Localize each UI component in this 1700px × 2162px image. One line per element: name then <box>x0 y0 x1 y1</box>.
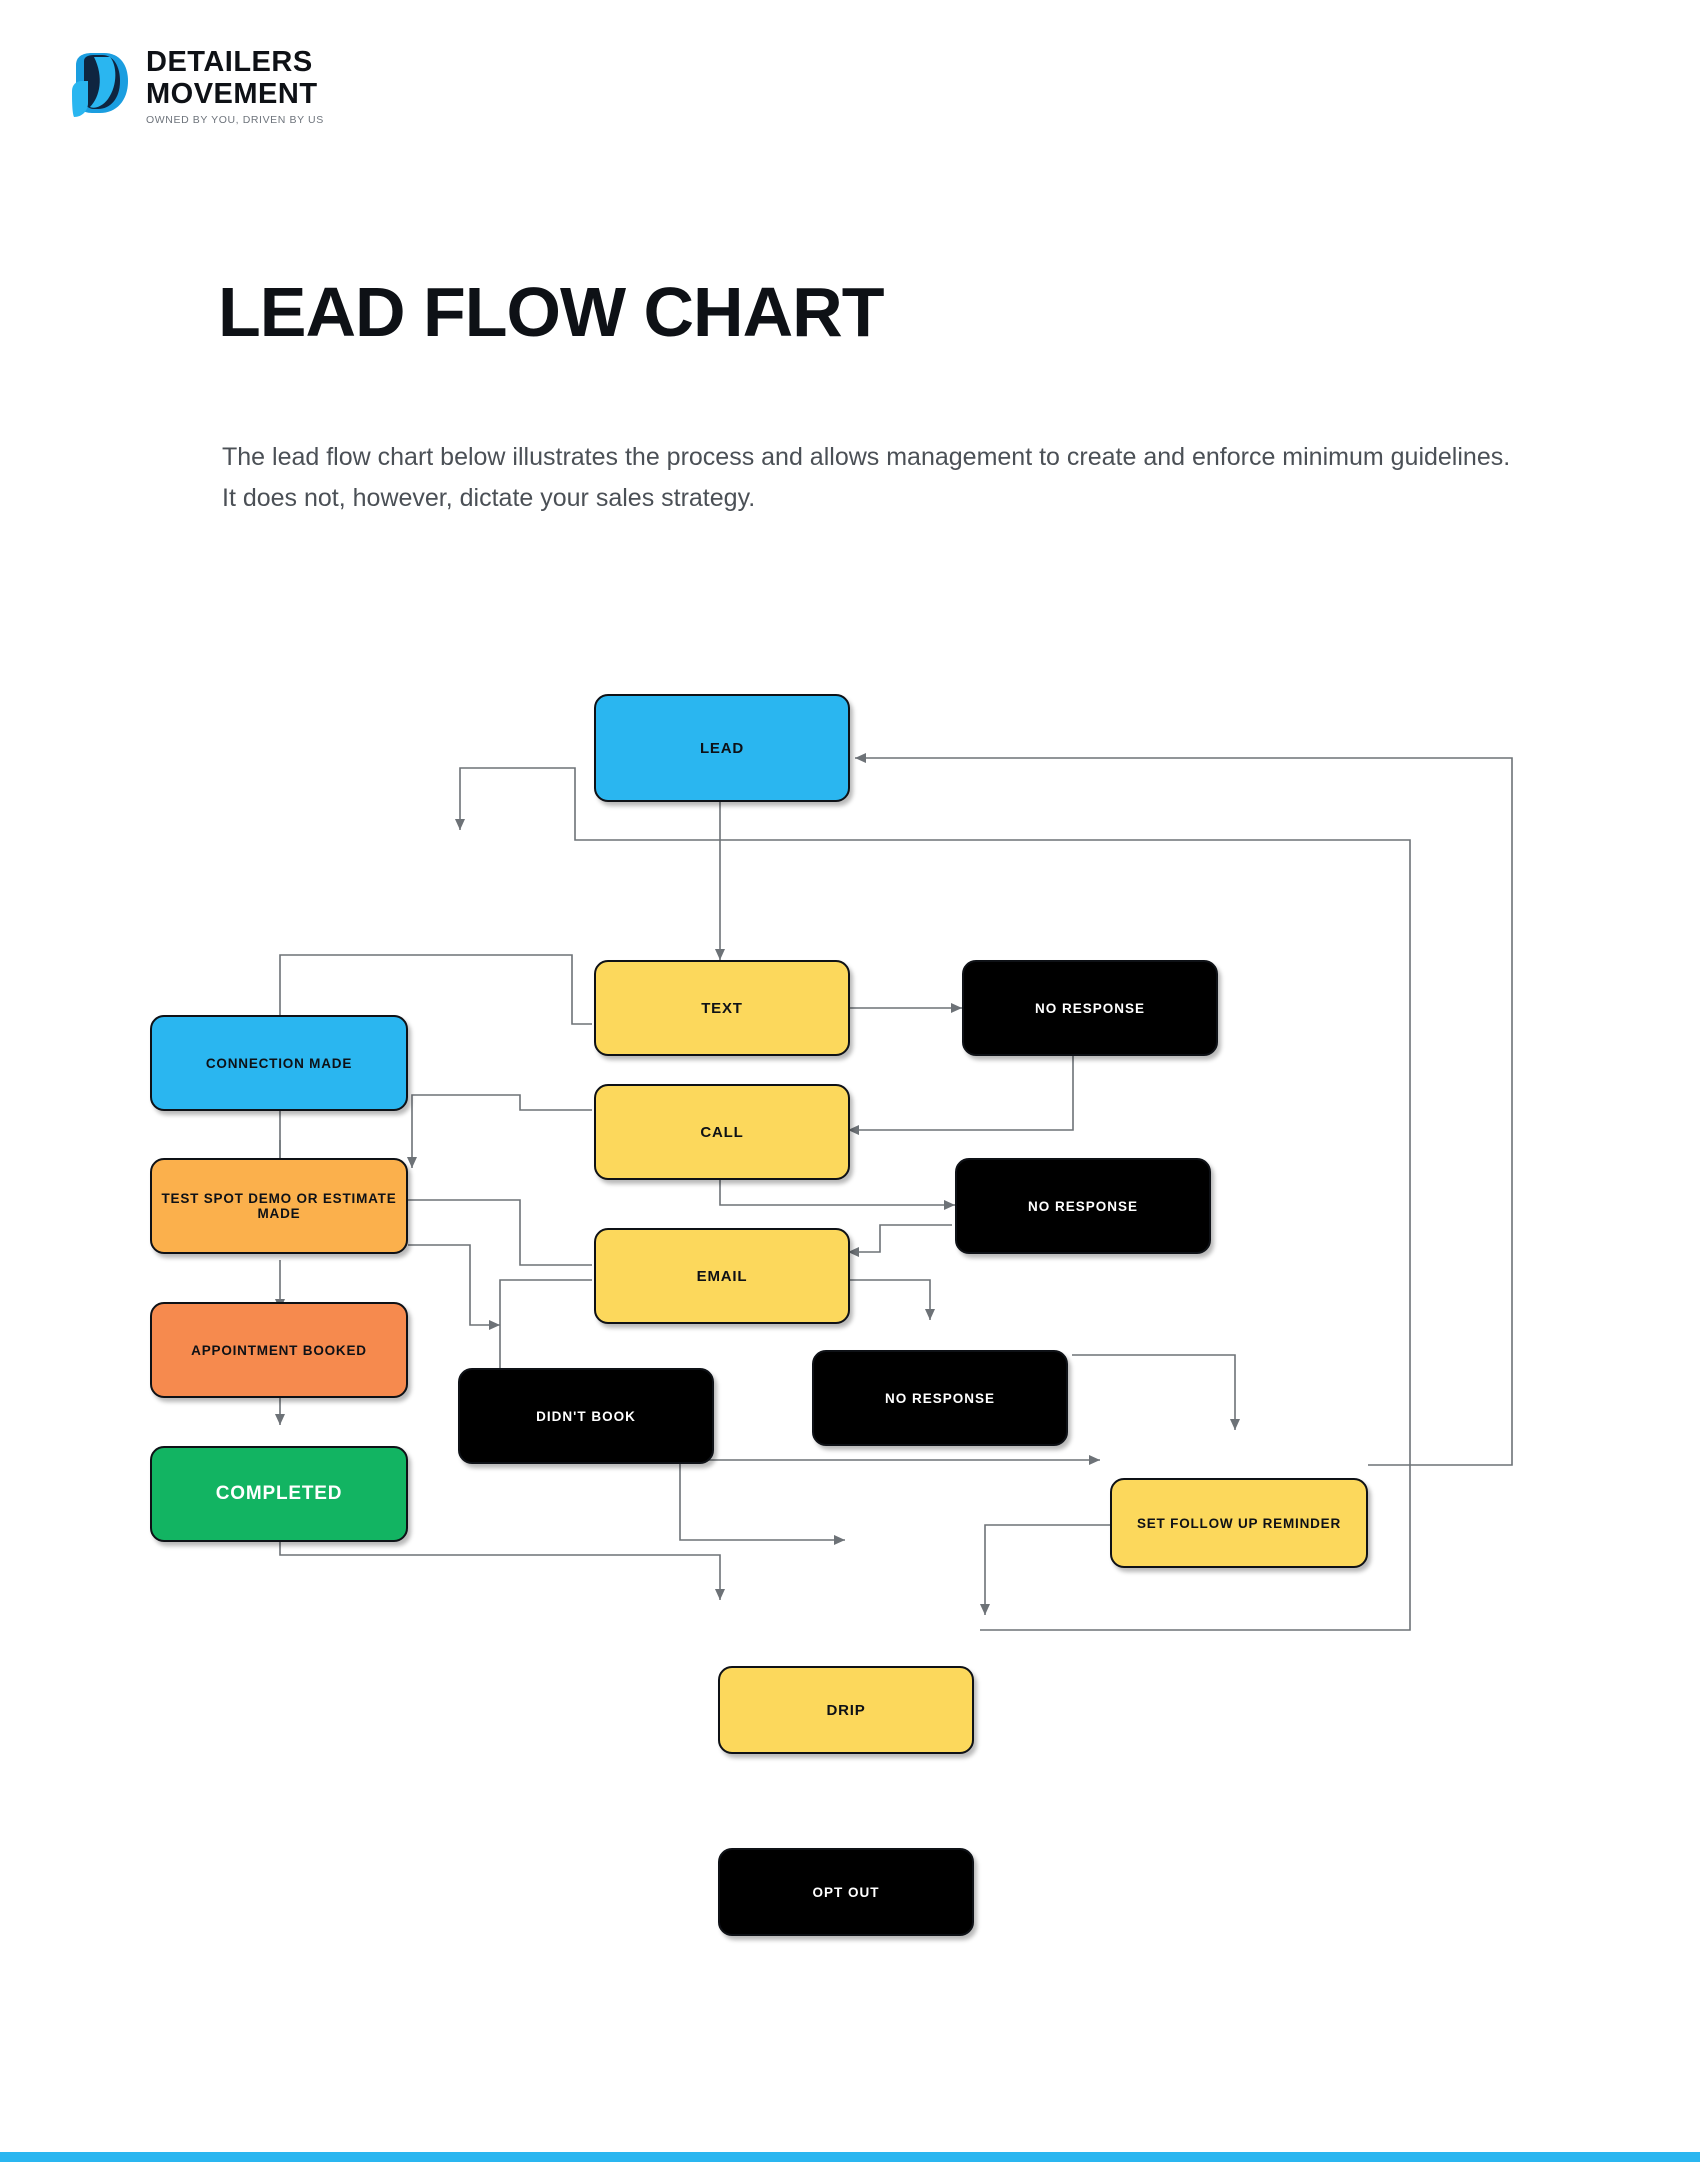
node-test-spot-demo: TEST SPOT DEMO OR ESTIMATE MADE <box>150 1158 408 1254</box>
node-appointment-booked: APPOINTMENT BOOKED <box>150 1302 408 1398</box>
node-connection-made: CONNECTION MADE <box>150 1015 408 1111</box>
detailers-movement-logo-icon <box>70 51 132 123</box>
node-lead: LEAD <box>594 694 850 802</box>
brand-line-1: DETAILERS <box>146 46 313 78</box>
brand-logo <box>70 48 324 126</box>
brand-tagline: OWNED BY YOU, DRIVEN BY US <box>146 114 324 126</box>
node-call: CALL <box>594 1084 850 1180</box>
node-email: EMAIL <box>594 1228 850 1324</box>
node-completed: COMPLETED <box>150 1446 408 1542</box>
node-drip: DRIP <box>718 1666 974 1754</box>
lead-flow-chart <box>0 640 1700 2020</box>
node-text: TEXT <box>594 960 850 1056</box>
brand-line-2: MOVEMENT <box>146 78 318 110</box>
node-no-response-3: NO RESPONSE <box>812 1350 1068 1446</box>
node-no-response-1: NO RESPONSE <box>962 960 1218 1056</box>
footer-accent-bar <box>0 2152 1700 2162</box>
node-no-response-2: NO RESPONSE <box>955 1158 1211 1254</box>
brand-wordmark <box>146 48 324 126</box>
node-opt-out: OPT OUT <box>718 1848 974 1936</box>
node-set-follow-up-reminder: SET FOLLOW UP REMINDER <box>1110 1478 1368 1568</box>
page-intro: The lead flow chart below illustrates the process and allows management to create and enforce minimum guidelines. It does not, however, dictate your sales strategy. <box>222 443 1511 512</box>
page-title: LEAD FLOW CHART <box>218 273 884 351</box>
node-didnt-book: DIDN'T BOOK <box>458 1368 714 1464</box>
